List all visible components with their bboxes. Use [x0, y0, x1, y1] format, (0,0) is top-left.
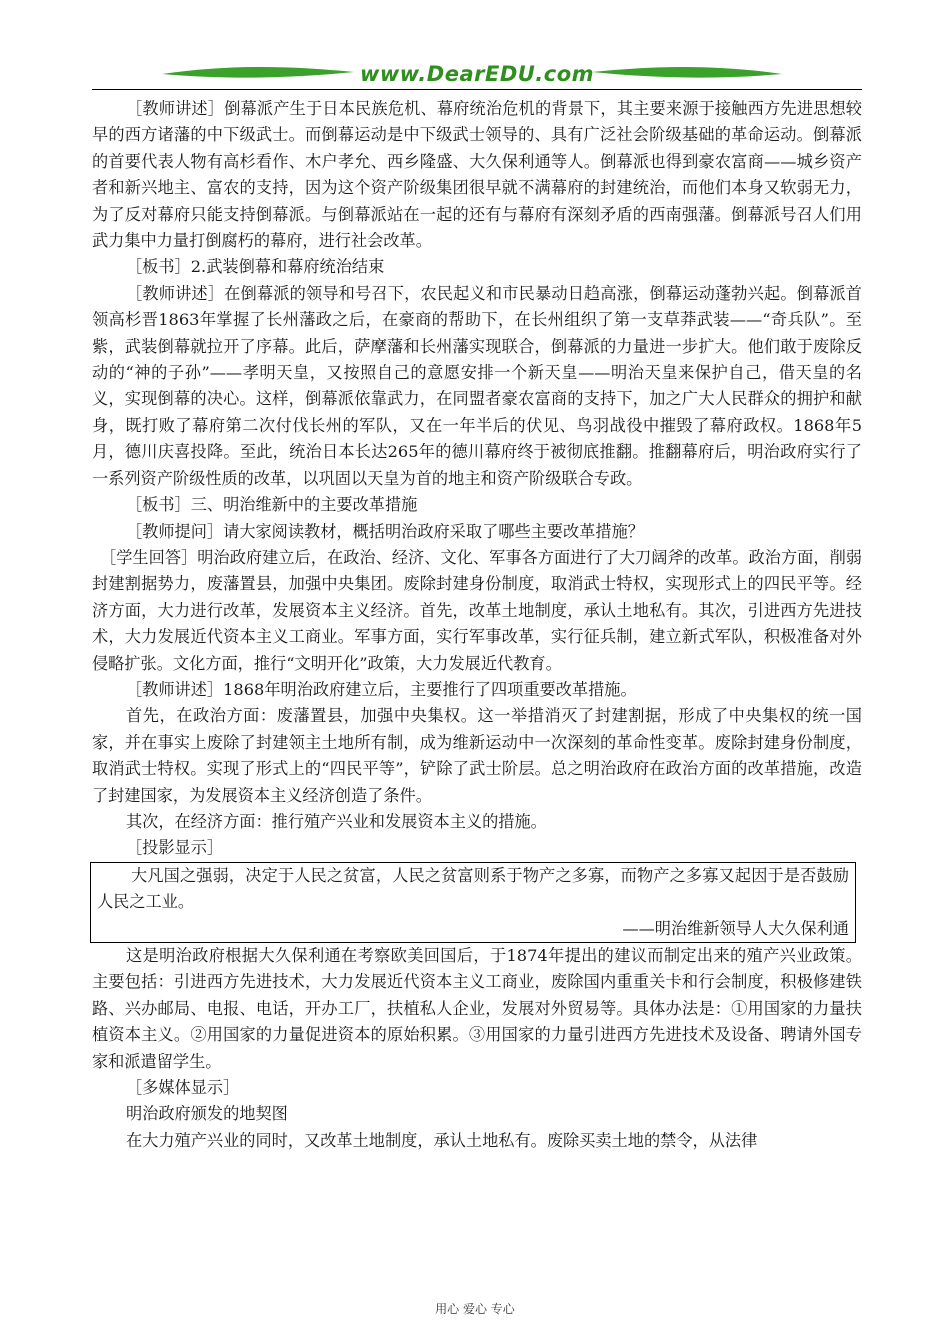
paragraph: ［教师讲述］在倒幕派的领导和号召下，农民起义和市民暴动日趋高涨，倒幕运动蓬勃兴起。倒幕派首领高杉晋1863年掌握了长州藩政之后，在豪商的帮助下，在长州组织了第一支草莽武装——“奇兵队”。至紫，武装倒幕就拉开了序幕。此后，萨摩藩和长州藩实现联合，倒幕派的力量进一步扩大。他们敢于废除反动的“神的子孙”——孝明天皇，又按照自己的意愿安排一个新天皇——明治天皇来保护自己，借天皇的名义，实现倒幕的决心。这样，倒幕派依靠武力，在同盟者豪农富商的支持下，加之广大人民群众的拥护和献身，既打败了幕府第二次付伐长州的军队，又在一年半后的伏见、鸟羽战役中摧毁了幕府政权。1868年5月，德川庆喜投降。至此，统治日本长达265年的德川幕府终于被彻底推翻。推翻幕府后，明治政府实行了一系列资产阶级性质的改革，以巩固以天皇为首的地主和资产阶级联合专政。 — [92, 283, 862, 488]
quote-attribution: ——明治维新领导人大久保利通 — [622, 918, 849, 938]
site-header — [92, 58, 862, 92]
paragraph: ［教师讲述］1868年明治政府建立后，主要推行了四项重要改革措施。 — [126, 679, 637, 699]
paragraph: 在大力殖产兴业的同时，又改革土地制度，承认土地私有。废除买卖土地的禁令，从法律 — [126, 1130, 758, 1150]
paragraph: ［多媒体显示］ — [126, 1078, 240, 1098]
projection-quote-box — [90, 862, 856, 943]
document-body — [92, 96, 862, 1154]
site-logo[interactable]: www.DearEDU.com — [359, 62, 595, 86]
paragraph: 这是明治政府根据大久保利通在考察欧美回国后，于1874年提出的建议而制定出来的殖产兴业政策。主要包括：引进西方先进技术，大力发展近代资本主义工商业，废除国内重重关卡和行会制度，积极修建铁路、兴办邮局、电报、电话，开办工厂，扶植私人企业，发展对外贸易等。具体办法是：①用国家的力量扶植资本主义。②用国家的力量促进资本的原始积累。③用国家的力量引进西方先进技术及设备、聘请外国专家和派遣留学生。 — [92, 946, 862, 1071]
paragraph: ［投影显示］ — [126, 838, 224, 858]
page-footer: 用心 爱心 专心 — [435, 1302, 515, 1316]
paragraph: ［板书］2.武装倒幕和幕府统治结束 — [126, 257, 385, 277]
header-divider — [92, 89, 862, 90]
paragraph: 其次，在经济方面：推行殖产兴业和发展资本主义的措施。 — [126, 811, 547, 831]
paragraph: ［教师提问］请大家阅读教材，概括明治政府采取了哪些主要改革措施？ — [126, 521, 644, 541]
paragraph: ［板书］三、明治维新中的主要改革措施 — [126, 495, 418, 515]
quote-text: 大凡国之强弱，决定于人民之贫富，人民之贫富则系于物产之多寡，而物产之多寡又起因于是否鼓励人民之工业。 — [97, 865, 849, 912]
paragraph: 明治政府颁发的地契图 — [126, 1104, 288, 1124]
paragraph: ［教师讲述］倒幕派产生于日本民族危机、幕府统治危机的背景下，其主要来源于接触西方先进思想较早的西方诸藩的中下级武士。而倒幕运动是中下级武士领导的、具有广泛社会阶级基础的革命运动。倒幕派的首要代表人物有高杉看作、木户孝允、西乡隆盛、大久保利通等人。倒幕派也得到豪农富商——城乡资产者和新兴地主、富农的支持，因为这个资产阶级集团很早就不满幕府的封建统治，而他们本身又软弱无力，为了反对幕府只能支持倒幕派。与倒幕派站在一起的还有与幕府有深刻矛盾的西南强藩。倒幕派号召人们用武力集中力量打倒腐朽的幕府，进行社会改革。 — [92, 99, 862, 251]
paragraph: 首先，在政治方面：废藩置县，加强中央集权。这一举措消灭了封建割据，形成了中央集权的统一国家，并在事实上废除了封建领主土地所有制，成为维新运动中一次深刻的革命性变革。废除封建身份制度，取消武士特权。实现了形式上的“四民平等”，铲除了武士阶层。总之明治政府在政治方面的改革措施，改造了封建国家，为发展资本主义经济创造了条件。 — [92, 706, 862, 805]
paragraph: ［学生回答］明治政府建立后，在政治、经济、文化、军事各方面进行了大刀阔斧的改革。政治方面，削弱封建割据势力，废藩置县，加强中央集团。废除封建身份制度，取消武士特权，实现形式上的四民平等。经济方面，大力进行改革，发展资本主义经济。首先，改革土地制度，承认土地私有。其次，引进西方先进技术，大力发展近代资本主义工商业。军事方面，实行军事改革，实行征兵制，建立新式军队，积极准备对外侵略扩张。文化方面，推行“文明开化”政策，大力发展近代教育。 — [92, 547, 862, 673]
